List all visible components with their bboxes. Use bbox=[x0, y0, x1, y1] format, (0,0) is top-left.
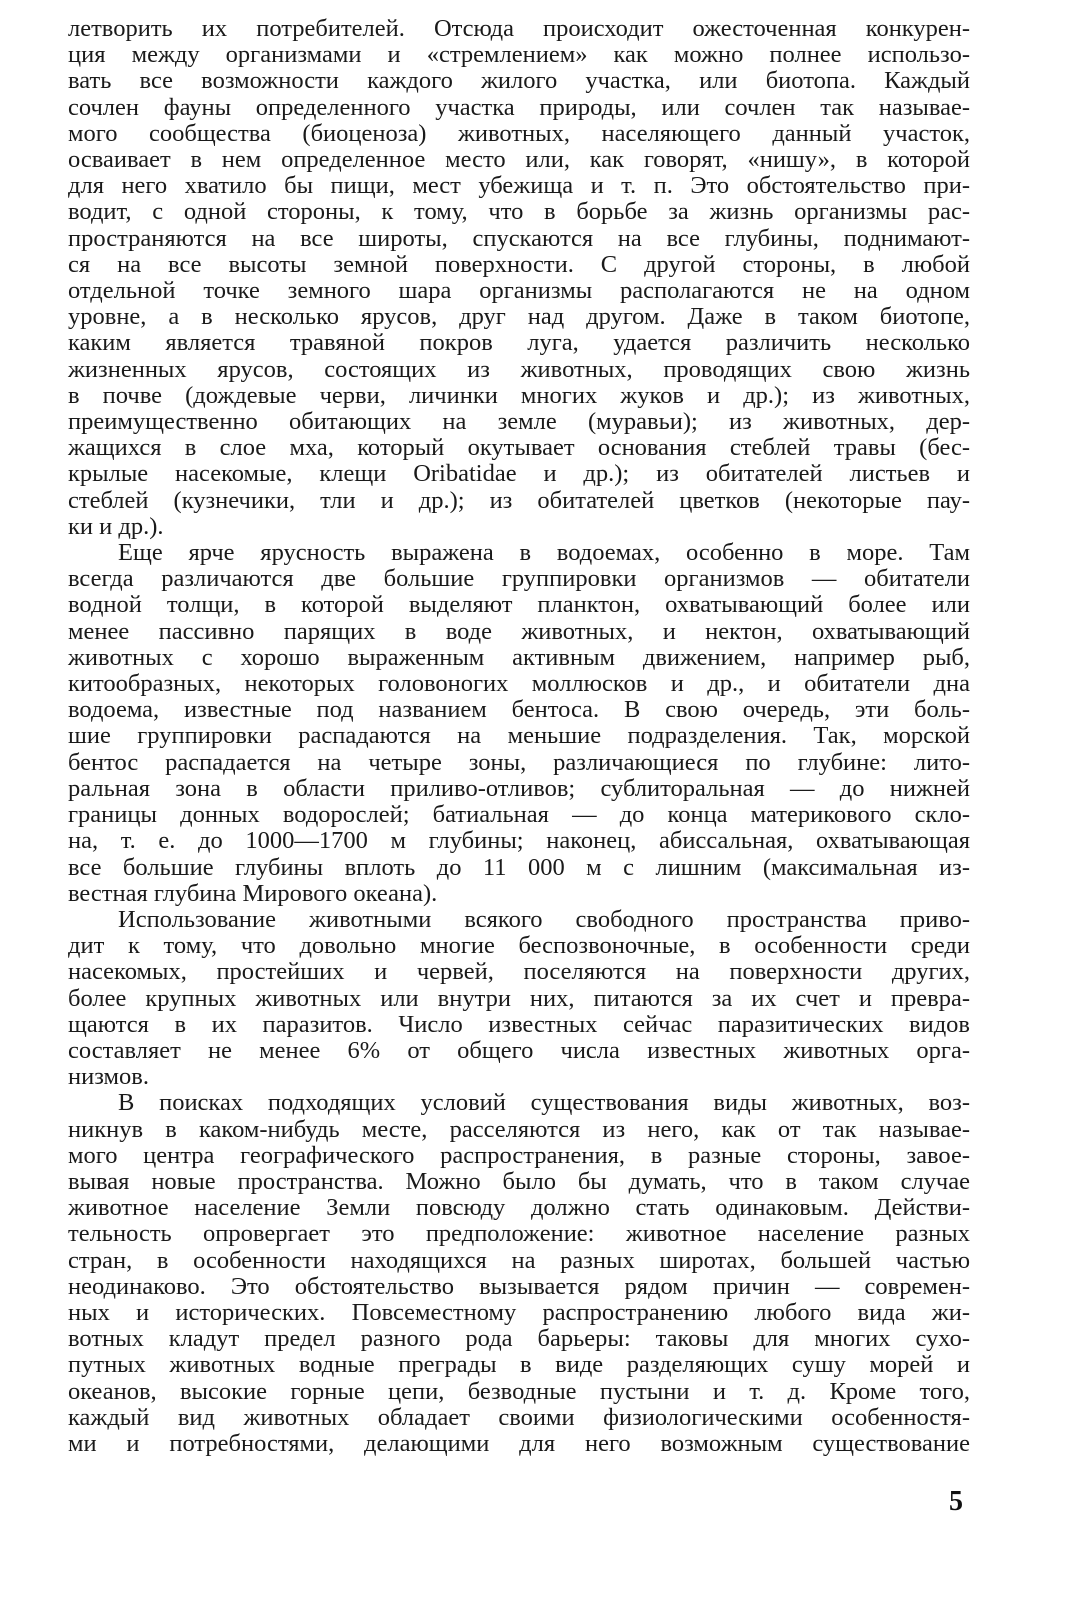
text-line: Использование животными всякого свободного пространства приво- bbox=[118, 905, 970, 933]
text-line: тельность опровергает это предположение: животное население разных bbox=[68, 1220, 970, 1248]
text-line: ся на все высоты земной поверхности. С другой стороны, в любой bbox=[68, 250, 970, 278]
text-line: осваивает в нем определенное место или, как говорят, «нишу», в которой bbox=[68, 146, 970, 174]
text-line: стран, в особенности находящихся на разных широтах, большей частью bbox=[68, 1246, 970, 1274]
text-line: ми и потребностями, делающими для него возможным существование bbox=[68, 1429, 970, 1457]
text-line: водоема, известные под названием бентоса. В свою очередь, эти боль- bbox=[68, 696, 970, 724]
text-line: ных и исторических. Повсеместному распространению любого вида жи- bbox=[68, 1298, 970, 1326]
text-line: океанов, высокие горные цепи, безводные пустыни и т. д. Кроме того, bbox=[68, 1377, 970, 1405]
text-line: животных с хорошо выраженным активным движением, например рыб, bbox=[68, 643, 970, 671]
paragraph-2 bbox=[68, 540, 970, 907]
text-line: водной толщи, в которой выделяют планктон, охватывающий более или bbox=[68, 591, 970, 619]
text-line: китообразных, некоторых головоногих моллюсков и др., и обитатели дна bbox=[68, 670, 970, 698]
text-line: ральная зона в области приливо-отливов; сублиторальная — до нижней bbox=[68, 774, 970, 802]
text-line: водит, с одной стороны, к тому, что в борьбе за жизнь организмы рас- bbox=[68, 198, 970, 226]
text-line: менее пассивно парящих в воде животных, и нектон, охватывающий bbox=[68, 617, 970, 645]
text-line: ки и др.). bbox=[68, 512, 164, 540]
text-line: щаются в их паразитов. Число известных сейчас паразитических видов bbox=[68, 1010, 970, 1038]
text-line: насекомых, простейших и червей, поселяются на поверхности других, bbox=[68, 958, 970, 986]
text-line: границы донных водорослей; батиальная — до конца материкового скло- bbox=[68, 801, 970, 829]
text-line: отдельной точке земного шара организмы располагаются не на одном bbox=[68, 277, 970, 305]
text-line: стеблей (кузнечики, тли и др.); из обитателей цветков (некоторые пау- bbox=[68, 486, 970, 514]
text-line: каждый вид животных обладает своими физиологическими особенностя- bbox=[68, 1403, 970, 1431]
text-line: составляет не менее 6% от общего числа известных животных орга- bbox=[68, 1036, 970, 1064]
text-line: никнув в каком-нибудь месте, расселяются из него, как от так называе- bbox=[68, 1115, 970, 1143]
paragraph-1 bbox=[68, 16, 970, 540]
text-line: все большие глубины вплоть до 11 000 м с лишним (максимальная из- bbox=[68, 853, 970, 881]
text-line: всегда различаются две большие группировки организмов — обитатели bbox=[68, 565, 970, 593]
text-line: бентос распадается на четыре зоны, различающиеся по глубине: лито- bbox=[68, 748, 970, 776]
text-line: мого центра географического распространения, в разные стороны, завое- bbox=[68, 1141, 970, 1169]
page-number: 5 bbox=[949, 1486, 963, 1517]
text-line: ция между организмами и «стремлением» как можно полнее использо- bbox=[68, 41, 970, 69]
text-line: в почве (дождевые черви, личинки многих жуков и др.); из животных, bbox=[68, 381, 970, 409]
text-line: низмов. bbox=[68, 1063, 150, 1091]
text-line: В поисках подходящих условий существования виды животных, воз- bbox=[118, 1089, 970, 1117]
text-line: более крупных животных или внутри них, питаются за их счет и превра- bbox=[68, 984, 970, 1012]
text-line: для него хватило бы пищи, мест убежища и т. п. Это обстоятельство при- bbox=[68, 172, 970, 200]
text-line: путных животных водные преграды в виде разделяющих сушу морей и bbox=[68, 1351, 970, 1379]
text-line: шие группировки распадаются на меньшие подразделения. Так, морской bbox=[68, 722, 970, 750]
text-line: летворить их потребителей. Отсюда происходит ожесточенная конкурен- bbox=[68, 15, 970, 42]
text-line: вотных кладут предел разного рода барьеры: таковы для многих сухо- bbox=[68, 1325, 970, 1353]
text-line: жизненных ярусов, состоящих из животных, проводящих свою жизнь bbox=[68, 355, 970, 383]
paragraph-3 bbox=[68, 907, 970, 1090]
text-line: преимущественно обитающих на земле (муравьи); из животных, дер- bbox=[68, 408, 970, 436]
text-line: вывая новые пространства. Можно было бы думать, что в таком случае bbox=[68, 1167, 970, 1195]
text-line: дит к тому, что довольно многие беспозвоночные, в особенности среди bbox=[68, 932, 970, 960]
page-body bbox=[68, 16, 970, 1457]
text-line: на, т. е. до 1000—1700 м глубины; наконец, абиссальная, охватывающая bbox=[68, 827, 970, 855]
text-line: мого сообщества (биоценоза) животных, населяющего данный участок, bbox=[68, 119, 970, 147]
text-line: пространяются на все широты, спускаются на все глубины, поднимают- bbox=[68, 224, 970, 252]
text-line: Еще ярче ярусность выражена в водоемах, особенно в море. Там bbox=[118, 539, 970, 567]
text-line: каким является травяной покров луга, удается различить несколько bbox=[68, 329, 970, 357]
text-line: неодинаково. Это обстоятельство вызывается рядом причин — современ- bbox=[68, 1272, 970, 1300]
text-line: крылые насекомые, клещи Oribatidae и др.); из обитателей листьев и bbox=[68, 460, 970, 488]
text-line: вать все возможности каждого жилого участка, или биотопа. Каждый bbox=[68, 67, 970, 95]
text-line: вестная глубина Мирового океана). bbox=[68, 879, 438, 907]
text-line: уровне, а в несколько ярусов, друг над другом. Даже в таком биотопе, bbox=[68, 303, 970, 331]
text-line: жащихся в слое мха, который окутывает основания стеблей травы (бес- bbox=[68, 434, 970, 462]
paragraph-4 bbox=[68, 1090, 970, 1457]
text-line: сочлен фауны определенного участка природы, или сочлен так называе- bbox=[68, 93, 970, 121]
text-line: животное население Земли повсюду должно стать одинаковым. Действи- bbox=[68, 1194, 970, 1222]
